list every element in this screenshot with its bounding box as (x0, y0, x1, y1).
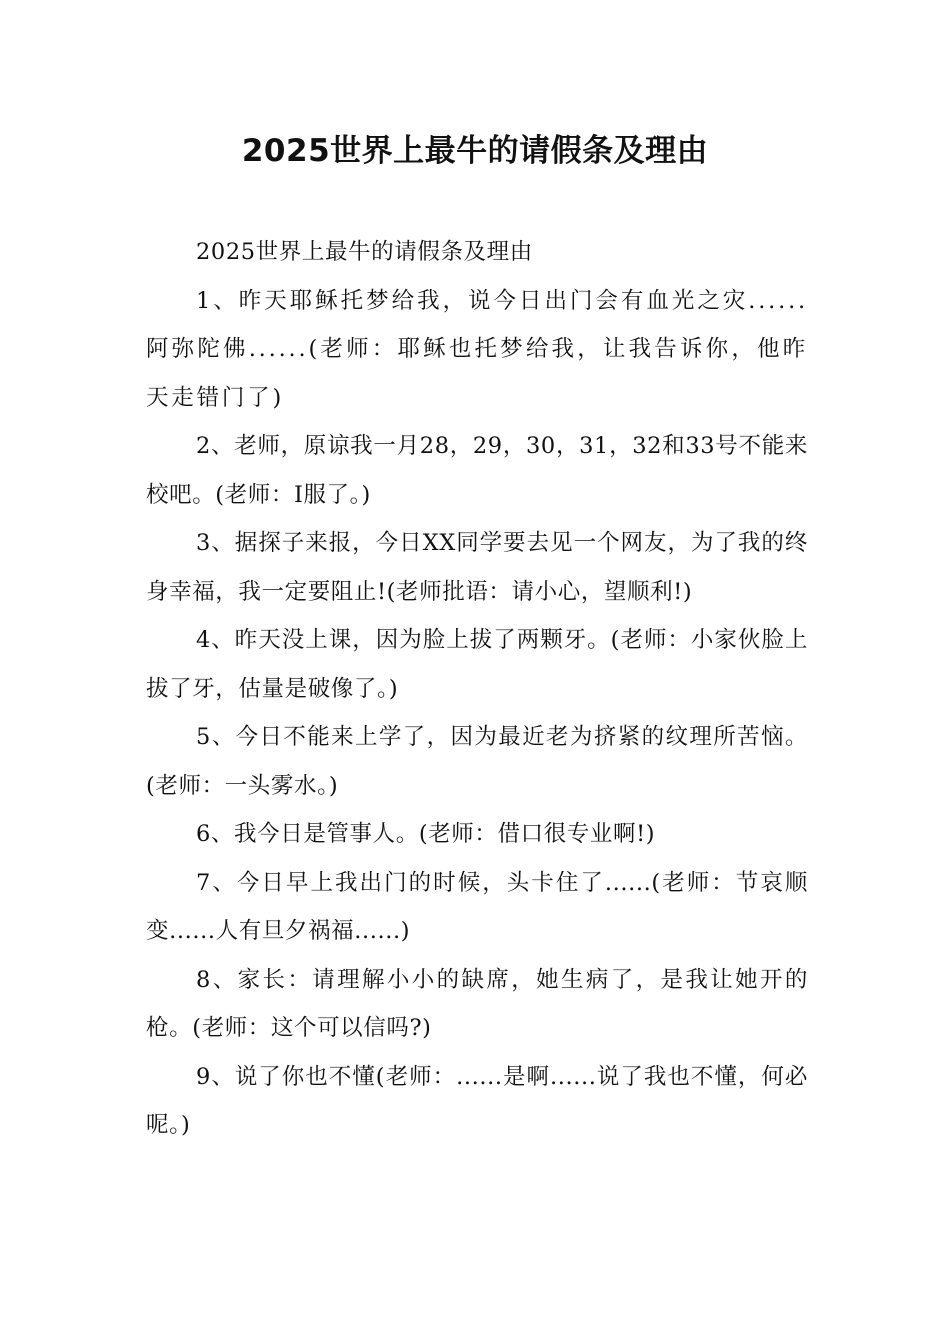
list-item: 4、昨天没上课，因为脸上拔了两颗牙。(老师：小家伙脸上拔了牙，估量是破像了。) (146, 627, 808, 702)
list-item: 7、今日早上我出门的时候，头卡住了......(老师：节哀顺变......人有旦夕祸福......) (146, 869, 808, 944)
document-body (146, 228, 808, 1150)
list-item: 2、老师，原谅我一月28，29，30，31，32和33号不能来校吧。(老师：I服了。) (146, 433, 808, 508)
list-item: 9、说了你也不懂(老师：......是啊......说了我也不懂，何必呢。) (146, 1063, 808, 1138)
list-item: 1、昨天耶稣托梦给我，说今日出门会有血光之灾......阿弥陀佛......(老师：耶稣也托梦给我，让我告诉你，他昨天走错门了) (146, 287, 808, 411)
list-item: 3、据探子来报，今日XX同学要去见一个网友，为了我的终身幸福，我一定要阻止!(老师批语：请小心，望顺利!) (146, 530, 808, 605)
document-title: 2025世界上最牛的请假条及理由 (241, 133, 709, 169)
document-subtitle: 2025世界上最牛的请假条及理由 (196, 239, 533, 265)
list-item: 6、我今日是管事人。(老师：借口很专业啊!) (196, 821, 656, 847)
list-item: 8、家长：请理解小小的缺席，她生病了，是我让她开的枪。(老师：这个可以信吗?) (146, 966, 808, 1041)
list-item: 5、今日不能来上学了，因为最近老为挤紧的纹理所苦恼。(老师：一头雾水。) (146, 724, 808, 799)
